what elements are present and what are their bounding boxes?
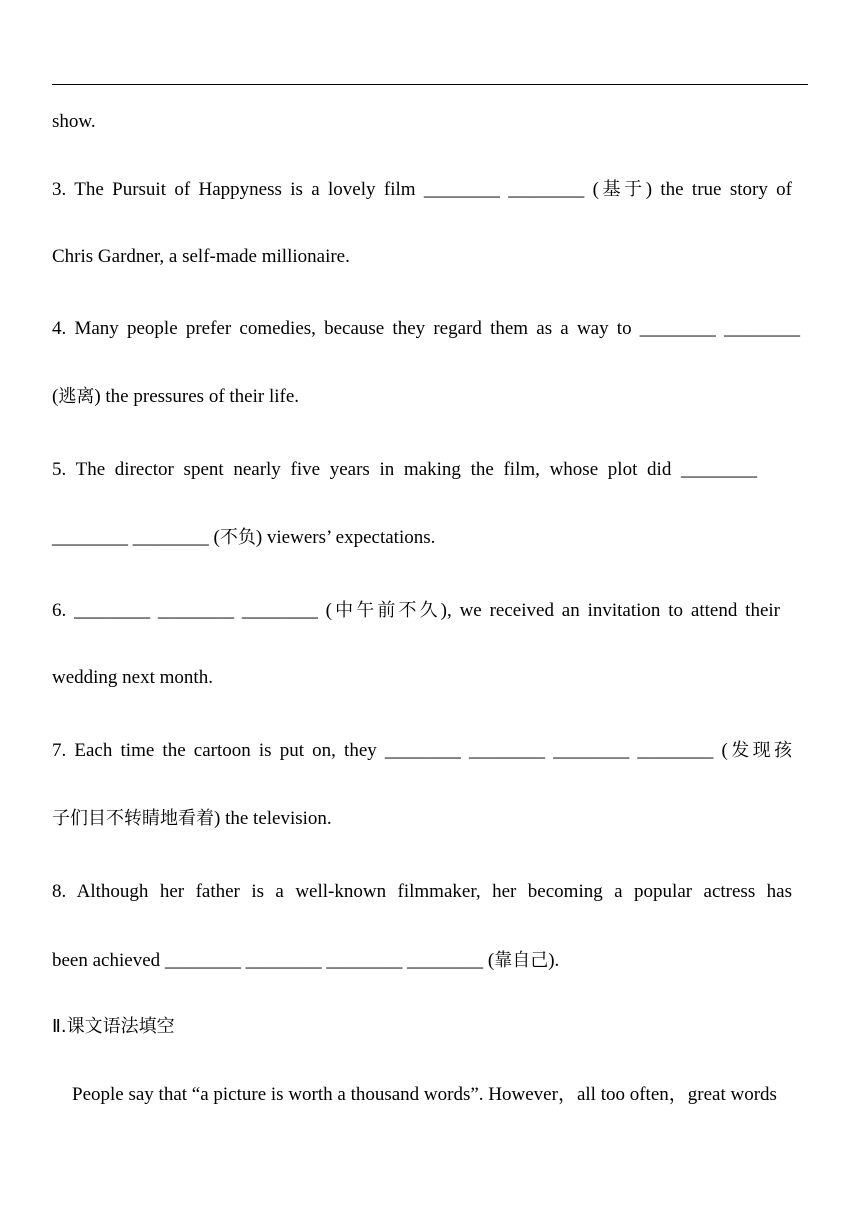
- question-7-line-1: 7. Each time the cartoon is put on, they ________ ________ ________ ________ (发现孩: [52, 740, 792, 761]
- question-4-line-2: (逃离) the pressures of their life.: [52, 386, 300, 407]
- question-3-line-2: Chris Gardner, a self-made millionaire.: [52, 246, 350, 267]
- passage-first-line: People say that “a picture is worth a thousand words”. However，all too often，great words: [72, 1084, 777, 1105]
- question-6-line-2: wedding next month.: [52, 667, 213, 688]
- question-5-line-1: 5. The director spent nearly five years in making the film, whose plot did ________: [52, 459, 757, 480]
- question-3-line-1: 3. The Pursuit of Happyness is a lovely film ________ ________ (基于) the true story of: [52, 179, 792, 200]
- question-8-line-2: been achieved ________ ________ ________ ________ (靠自己).: [52, 950, 560, 971]
- question-6-line-1: 6. ________ ________ ________ (中午前不久), we received an invitation to attend their: [52, 600, 781, 621]
- question-8-line-1: 8. Although her father is a well-known filmmaker, her becoming a popular actress has: [52, 881, 792, 902]
- header-divider: [52, 84, 808, 85]
- question-5-line-2: ________ ________ (不负) viewers’ expectations.: [52, 527, 436, 548]
- question-4-line-1: 4. Many people prefer comedies, because they regard them as a way to ________ ________: [52, 318, 800, 339]
- question-7-line-2: 子们目不转睛地看着) the television.: [52, 808, 332, 829]
- text-line: show.: [52, 111, 96, 132]
- section-heading: Ⅱ.课文语法填空: [52, 1016, 175, 1037]
